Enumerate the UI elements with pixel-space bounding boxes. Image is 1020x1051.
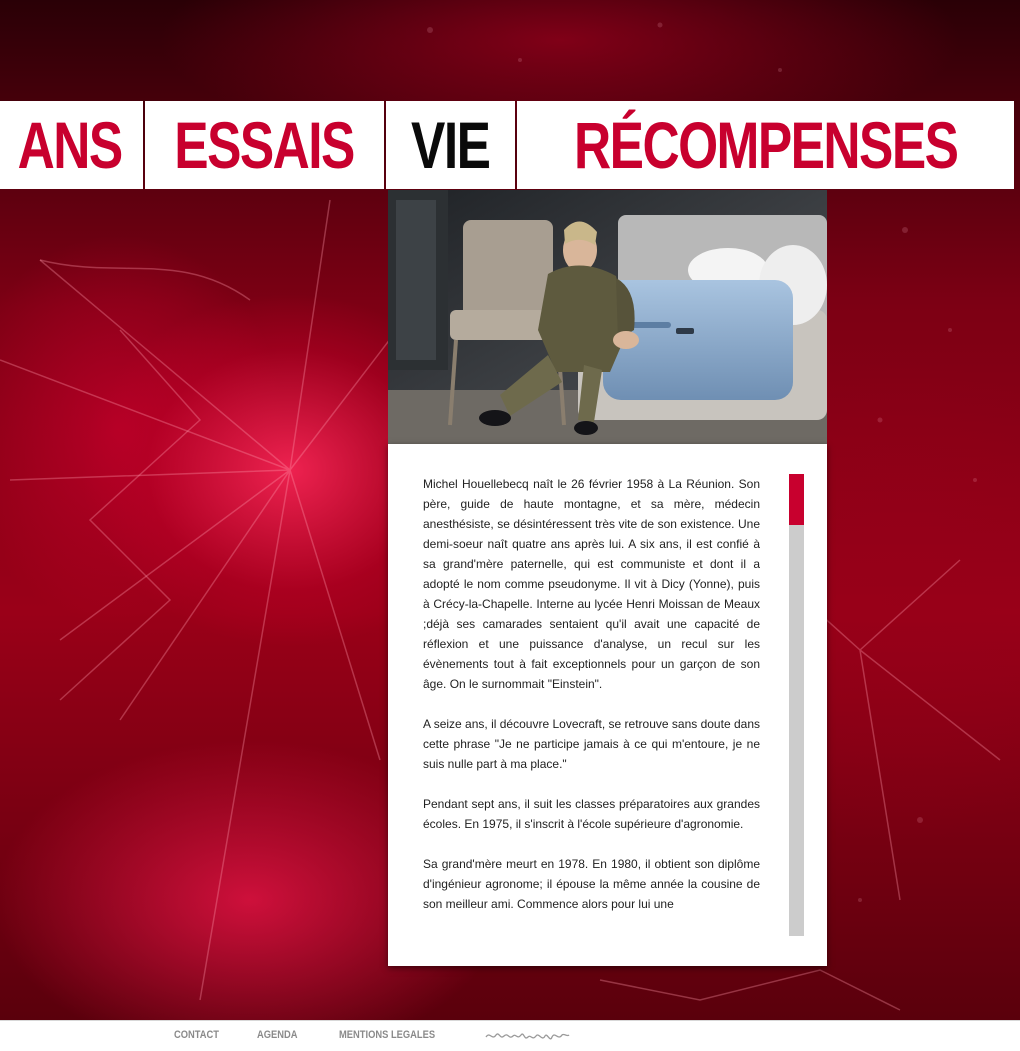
nav-item-ans[interactable]: [0, 101, 143, 189]
scrollbar-track[interactable]: [789, 474, 804, 936]
portrait-photo-illustration: [388, 190, 827, 444]
bio-paragraph: Sa grand'mère meurt en 1978. En 1980, il obtient son diplôme d'ingénieur agronome; il épouse la même année la cousine de son meilleur ami. Commence alors pour lui une: [423, 857, 760, 911]
nav-item-label: VIE: [411, 108, 490, 182]
footer-link-mentions-legales[interactable]: MENTIONS LEGALES: [339, 1029, 436, 1041]
biography-panel: [388, 444, 827, 966]
bio-paragraph: Pendant sept ans, il suit les classes préparatoires aux grandes écoles. En 1975, il s'inscrit à l'école supérieure d'agronomie.: [423, 797, 760, 831]
nav-item-vie[interactable]: [386, 101, 515, 189]
scrollbar-thumb[interactable]: [789, 474, 804, 525]
bio-paragraph: Michel Houellebecq naît le 26 février 1958 à La Réunion. Son père, guide de haute montagne, et sa mère, médecin anesthésiste, se désintéressent très vite de son existence. Une demi-soeur naît quatre ans après lui. A six ans, il est confié à sa grand'mère paternelle, qui est communiste et dont il a adopté le nom comme pseudonyme. Il vit à Dicy (Yonne), puis à Crécy-la-Chapelle. Interne au lycée Henri Moissan de Meaux ;déjà ses camarades sentaient qu'il avait une capacité de réflexion et une puissance d'analyse, un recul sur les évènements tout à fait exceptionnels pour un garçon de son âge. On le surnommait "Einstein".: [423, 477, 760, 691]
bio-paragraph: A seize ans, il découvre Lovecraft, se retrouve sans doute dans cette phrase "Je ne participe jamais à ce qui m'entoure, je ne suis nulle part à ma place.": [423, 717, 760, 771]
nav-item-essais[interactable]: [145, 101, 384, 189]
footer-link-agenda[interactable]: AGENDA: [257, 1029, 298, 1041]
main-navigation: [0, 101, 1020, 189]
footer-link-contact[interactable]: CONTACT: [174, 1029, 220, 1041]
signature-logo-icon[interactable]: [484, 1025, 570, 1047]
portrait-photo: [388, 190, 827, 444]
nav-item-recompenses[interactable]: [517, 101, 1014, 189]
nav-item-label: ESSAIS: [174, 108, 355, 182]
biography-text[interactable]: [423, 474, 760, 934]
nav-item-label: RÉCOMPENSES: [573, 108, 958, 182]
footer: [0, 1020, 1020, 1051]
nav-item-label: ANS: [17, 108, 122, 182]
